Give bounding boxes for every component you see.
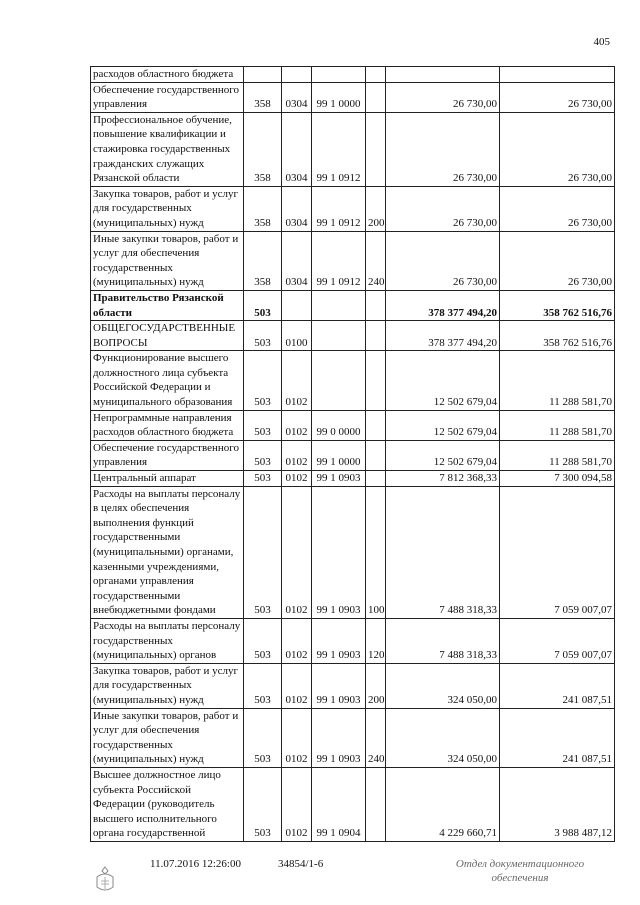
row-target-article: 99 1 0904: [312, 767, 366, 841]
row-target-article: [312, 321, 366, 351]
row-name: расходов областного бюджета: [91, 67, 244, 83]
row-expense-type: [366, 351, 386, 410]
row-target-article: 99 1 0912: [312, 231, 366, 290]
row-sum-executed: 11 288 581,70: [500, 410, 615, 440]
row-name: Иные закупки товаров, работ и услуг для обеспечения государственных (муниципальных) нужд: [91, 231, 244, 290]
row-sum-executed: 7 300 094,58: [500, 471, 615, 487]
row-section: [282, 67, 312, 83]
row-target-article: 99 1 0903: [312, 708, 366, 767]
row-sum-executed: 11 288 581,70: [500, 440, 615, 470]
page-footer: [0, 855, 640, 905]
row-section: 0102: [282, 440, 312, 470]
row-ved: 358: [244, 186, 282, 231]
row-target-article: 99 1 0903: [312, 486, 366, 618]
row-section: 0102: [282, 708, 312, 767]
row-sum-2015: 7 488 318,33: [386, 618, 500, 663]
row-expense-type: [366, 290, 386, 320]
emblem-stamp-icon: [92, 865, 118, 895]
row-ved: 503: [244, 290, 282, 320]
table-row: [91, 321, 615, 351]
row-expense-type: [366, 440, 386, 470]
row-expense-type: 240: [366, 231, 386, 290]
row-name: Профессиональное обучение, повышение квалификации и стажировка государственных гражданских служащих Рязанской области: [91, 112, 244, 186]
row-name: Иные закупки товаров, работ и услуг для обеспечения государственных (муниципальных) нужд: [91, 708, 244, 767]
row-section: 0304: [282, 112, 312, 186]
row-sum-2015: 12 502 679,04: [386, 410, 500, 440]
row-expense-type: 200: [366, 186, 386, 231]
row-expense-type: [366, 67, 386, 83]
row-sum-2015: 12 502 679,04: [386, 351, 500, 410]
table-row: [91, 351, 615, 410]
row-ved: 503: [244, 663, 282, 708]
row-section: 0102: [282, 767, 312, 841]
row-section: 0304: [282, 186, 312, 231]
row-expense-type: 100: [366, 486, 386, 618]
table-row: [91, 186, 615, 231]
row-name: Непрограммные направления расходов областного бюджета: [91, 410, 244, 440]
row-expense-type: 240: [366, 708, 386, 767]
row-target-article: 99 1 0000: [312, 440, 366, 470]
table-row: [91, 290, 615, 320]
row-expense-type: [366, 767, 386, 841]
row-ved: 503: [244, 618, 282, 663]
row-sum-executed: 7 059 007,07: [500, 618, 615, 663]
budget-table: [90, 66, 615, 842]
row-sum-2015: 26 730,00: [386, 231, 500, 290]
row-name: Закупка товаров, работ и услуг для государственных (муниципальных) нужд: [91, 663, 244, 708]
row-name: Обеспечение государственного управления: [91, 82, 244, 112]
row-section: 0102: [282, 471, 312, 487]
row-ved: [244, 67, 282, 83]
row-ved: 503: [244, 708, 282, 767]
row-target-article: 99 1 0903: [312, 663, 366, 708]
row-section: 0102: [282, 663, 312, 708]
row-section: 0304: [282, 231, 312, 290]
table-row: [91, 231, 615, 290]
row-expense-type: [366, 410, 386, 440]
row-expense-type: [366, 112, 386, 186]
row-name: Функционирование высшего должностного лица субъекта Российской Федерации и муниципального образования: [91, 351, 244, 410]
row-target-article: 99 1 0903: [312, 618, 366, 663]
row-name: Расходы на выплаты персоналу в целях обеспечения выполнения функций государственными (муниципальными) органами, казенными учреждениями, органами управления государственными внебюджетными фондами: [91, 486, 244, 618]
row-ved: 503: [244, 486, 282, 618]
row-target-article: [312, 67, 366, 83]
table-row: [91, 112, 615, 186]
row-sum-2015: 26 730,00: [386, 82, 500, 112]
table-row: [91, 440, 615, 470]
row-section: 0102: [282, 618, 312, 663]
row-name: Центральный аппарат: [91, 471, 244, 487]
row-expense-type: 120: [366, 618, 386, 663]
row-name: ОБЩЕГОСУДАРСТВЕННЫЕ ВОПРОСЫ: [91, 321, 244, 351]
row-sum-executed: 358 762 516,76: [500, 290, 615, 320]
row-name: Правительство Рязанской области: [91, 290, 244, 320]
row-ved: 503: [244, 321, 282, 351]
row-sum-executed: 26 730,00: [500, 82, 615, 112]
row-ved: 503: [244, 767, 282, 841]
table-row: [91, 767, 615, 841]
row-target-article: 99 1 0000: [312, 82, 366, 112]
row-target-article: 99 1 0912: [312, 186, 366, 231]
row-ved: 503: [244, 440, 282, 470]
row-section: [282, 290, 312, 320]
row-section: 0304: [282, 82, 312, 112]
row-name: Высшее должностное лицо субъекта Российской Федерации (руководитель высшего исполнительного органа государственной: [91, 767, 244, 841]
row-sum-2015: [386, 67, 500, 83]
row-sum-executed: 26 730,00: [500, 186, 615, 231]
row-sum-2015: 4 229 660,71: [386, 767, 500, 841]
table-row: [91, 471, 615, 487]
row-section: 0102: [282, 486, 312, 618]
footer-datetime: 11.07.2016 12:26:00: [150, 858, 241, 870]
row-ved: 503: [244, 410, 282, 440]
row-name: Закупка товаров, работ и услуг для государственных (муниципальных) нужд: [91, 186, 244, 231]
row-sum-2015: 378 377 494,20: [386, 290, 500, 320]
row-target-article: [312, 290, 366, 320]
row-sum-2015: 324 050,00: [386, 663, 500, 708]
footer-department: Отдел документационного обеспечения: [455, 858, 585, 884]
row-sum-executed: 26 730,00: [500, 231, 615, 290]
row-sum-executed: 7 059 007,07: [500, 486, 615, 618]
row-ved: 358: [244, 82, 282, 112]
row-sum-executed: 241 087,51: [500, 708, 615, 767]
row-sum-2015: 7 812 368,33: [386, 471, 500, 487]
table-row: [91, 67, 615, 83]
row-sum-executed: 241 087,51: [500, 663, 615, 708]
row-sum-executed: 11 288 581,70: [500, 351, 615, 410]
row-sum-2015: 324 050,00: [386, 708, 500, 767]
row-target-article: 99 1 0903: [312, 471, 366, 487]
row-section: 0102: [282, 351, 312, 410]
page-number: 405: [593, 36, 610, 48]
row-target-article: 99 0 0000: [312, 410, 366, 440]
row-expense-type: [366, 321, 386, 351]
table-row: [91, 82, 615, 112]
row-sum-executed: 3 988 487,12: [500, 767, 615, 841]
table-row: [91, 708, 615, 767]
row-ved: 358: [244, 112, 282, 186]
row-target-article: 99 1 0912: [312, 112, 366, 186]
row-sum-2015: 378 377 494,20: [386, 321, 500, 351]
footer-doc-number: 34854/1-6: [278, 858, 324, 870]
row-ved: 503: [244, 351, 282, 410]
row-section: 0100: [282, 321, 312, 351]
row-sum-2015: 7 488 318,33: [386, 486, 500, 618]
row-sum-executed: 358 762 516,76: [500, 321, 615, 351]
row-ved: 358: [244, 231, 282, 290]
row-name: Расходы на выплаты персоналу государственных (муниципальных) органов: [91, 618, 244, 663]
row-sum-2015: 26 730,00: [386, 112, 500, 186]
row-name: Обеспечение государственного управления: [91, 440, 244, 470]
row-ved: 503: [244, 471, 282, 487]
row-expense-type: [366, 471, 386, 487]
row-target-article: [312, 351, 366, 410]
table-row: [91, 486, 615, 618]
row-sum-executed: 26 730,00: [500, 112, 615, 186]
row-sum-executed: [500, 67, 615, 83]
row-expense-type: 200: [366, 663, 386, 708]
table-row: [91, 663, 615, 708]
row-expense-type: [366, 82, 386, 112]
row-section: 0102: [282, 410, 312, 440]
row-sum-2015: 26 730,00: [386, 186, 500, 231]
row-sum-2015: 12 502 679,04: [386, 440, 500, 470]
table-row: [91, 618, 615, 663]
table-row: [91, 410, 615, 440]
